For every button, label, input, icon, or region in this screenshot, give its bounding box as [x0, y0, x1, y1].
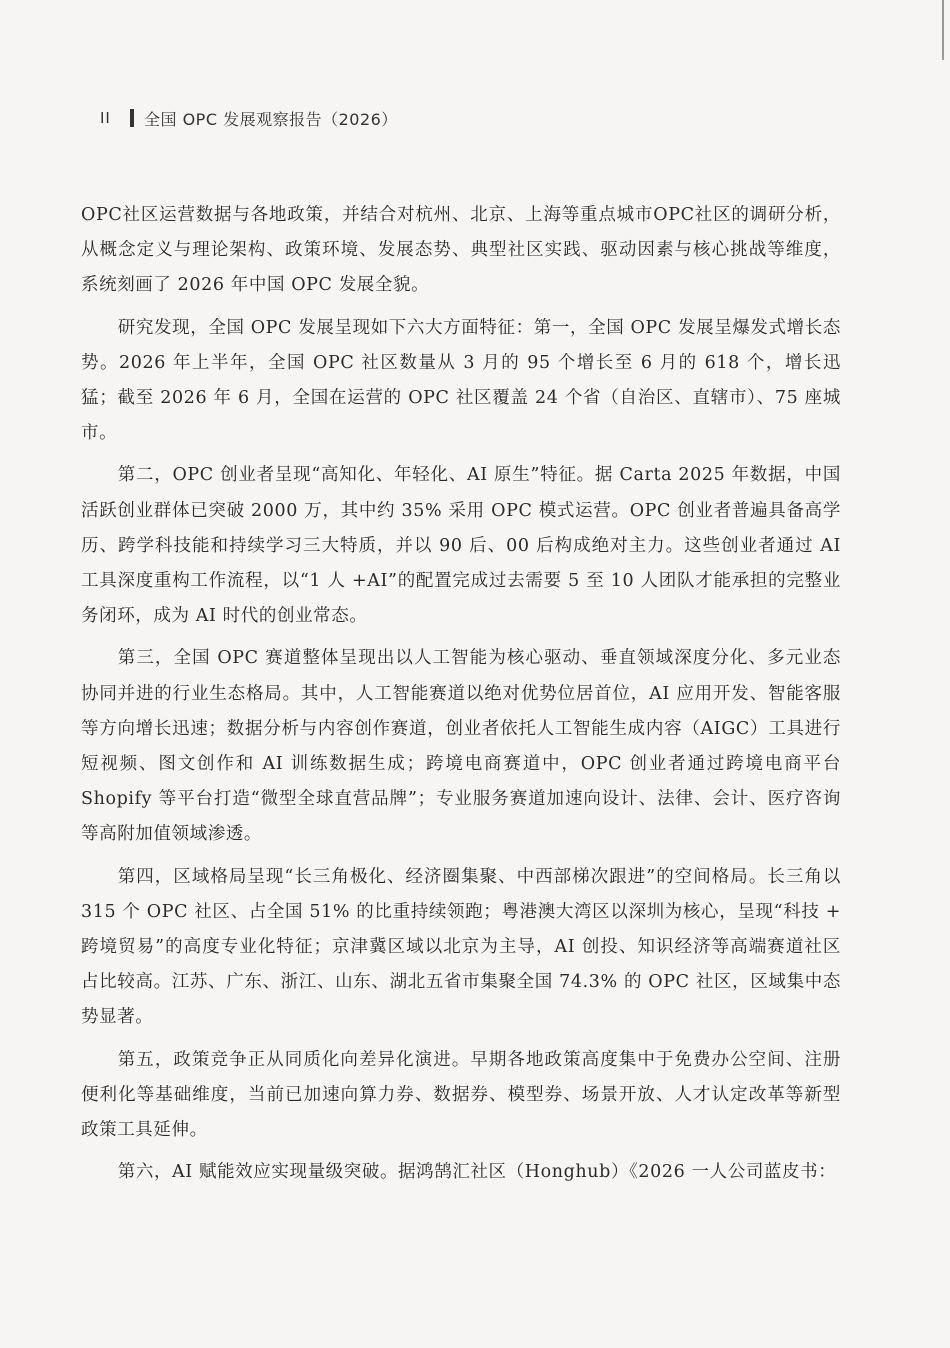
header-bar-divider	[130, 109, 134, 127]
paragraph-continuation: OPC社区运营数据与各地政策，并结合对杭州、北京、上海等重点城市OPC社区的调研分析，从概念定义与理论架构、政策环境、发展态势、典型社区实践、驱动因素与核心挑战等维度，系统刻画了 2026 年中国 OPC 发展全貌。	[81, 205, 841, 296]
paragraph-findings-first: 研究发现，全国 OPC 发展呈现如下六大方面特征：第一，全国 OPC 发展呈爆发式增长态势。2026 年上半年，全国 OPC 社区数量从 3 月的 95 个增长至 6 月的 618 个，增长迅猛；截至 2026 年 6 月，全国在运营的 OPC 社区覆盖 24 个省（自治区、直辖市）、75 座城市。	[81, 317, 841, 444]
body-text	[81, 198, 841, 1190]
paragraph-fifth: 第五，政策竞争正从同质化向差异化演进。早期各地政策高度集中于免费办公空间、注册便利化等基础维度，当前已加速向算力券、数据券、模型券、场景开放、人才认定改革等新型政策工具延伸。	[81, 1049, 841, 1141]
header-title: 全国 OPC 发展观察报告（2026）	[144, 109, 398, 129]
paragraph-fourth: 第四，区域格局呈现“长三角极化、经济圈集聚、中西部梯次跟进”的空间格局。长三角以 315 个 OPC 社区、占全国 51% 的比重持续领跑；粤港澳大湾区以深圳为核心，呈现“科技 + 跨境贸易”的高度专业化特征；京津冀区域以北京为主导，AI 创投、知识经济等高端赛道社区占比较高。江苏、广东、浙江、山东、湖北五省市集聚全国 74.3% 的 OPC 社区，区域集中态势显著。	[81, 866, 841, 1028]
paragraph-sixth: 第六，AI 赋能效应实现量级突破。据鸿鹄汇社区（Honghub）《2026 一人公司蓝皮书：	[117, 1162, 837, 1183]
paragraph-third: 第三，全国 OPC 赛道整体呈现出以人工智能为核心驱动、垂直领域深度分化、多元业态协同并进的行业生态格局。其中，人工智能赛道以绝对优势位居首位，AI 应用开发、智能客服等方向增长迅速；数据分析与内容创作赛道，创业者依托人工智能生成内容（AIGC）工具进行短视频、图文创作和 AI 训练数据生成；跨境电商赛道中，OPC 创业者通过跨境电商平台 Shopify 等平台打造“微型全球直营品牌”；专业服务赛道加速向设计、法律、会计、医疗咨询等高附加值领域渗透。	[81, 648, 841, 845]
paragraph-second: 第二，OPC 创业者呈现“高知化、年轻化、AI 原生”特征。据 Carta 2025 年数据，中国活跃创业群体已突破 2000 万，其中约 35% 采用 OPC 模式运营。OPC 创业者普遍具备高学历、跨学科技能和持续学习三大特质，并以 90 后、00 后构成绝对主力。这些创业者通过 AI 工具深度重构工作流程，以“1 人 +AI”的配置完成过去需要 5 至 10 人团队才能承担的完整业务闭环，成为 AI 时代的创业常态。	[81, 465, 841, 627]
running-header	[100, 106, 398, 130]
scan-edge-line	[942, 0, 944, 60]
page-number: II	[100, 109, 111, 127]
